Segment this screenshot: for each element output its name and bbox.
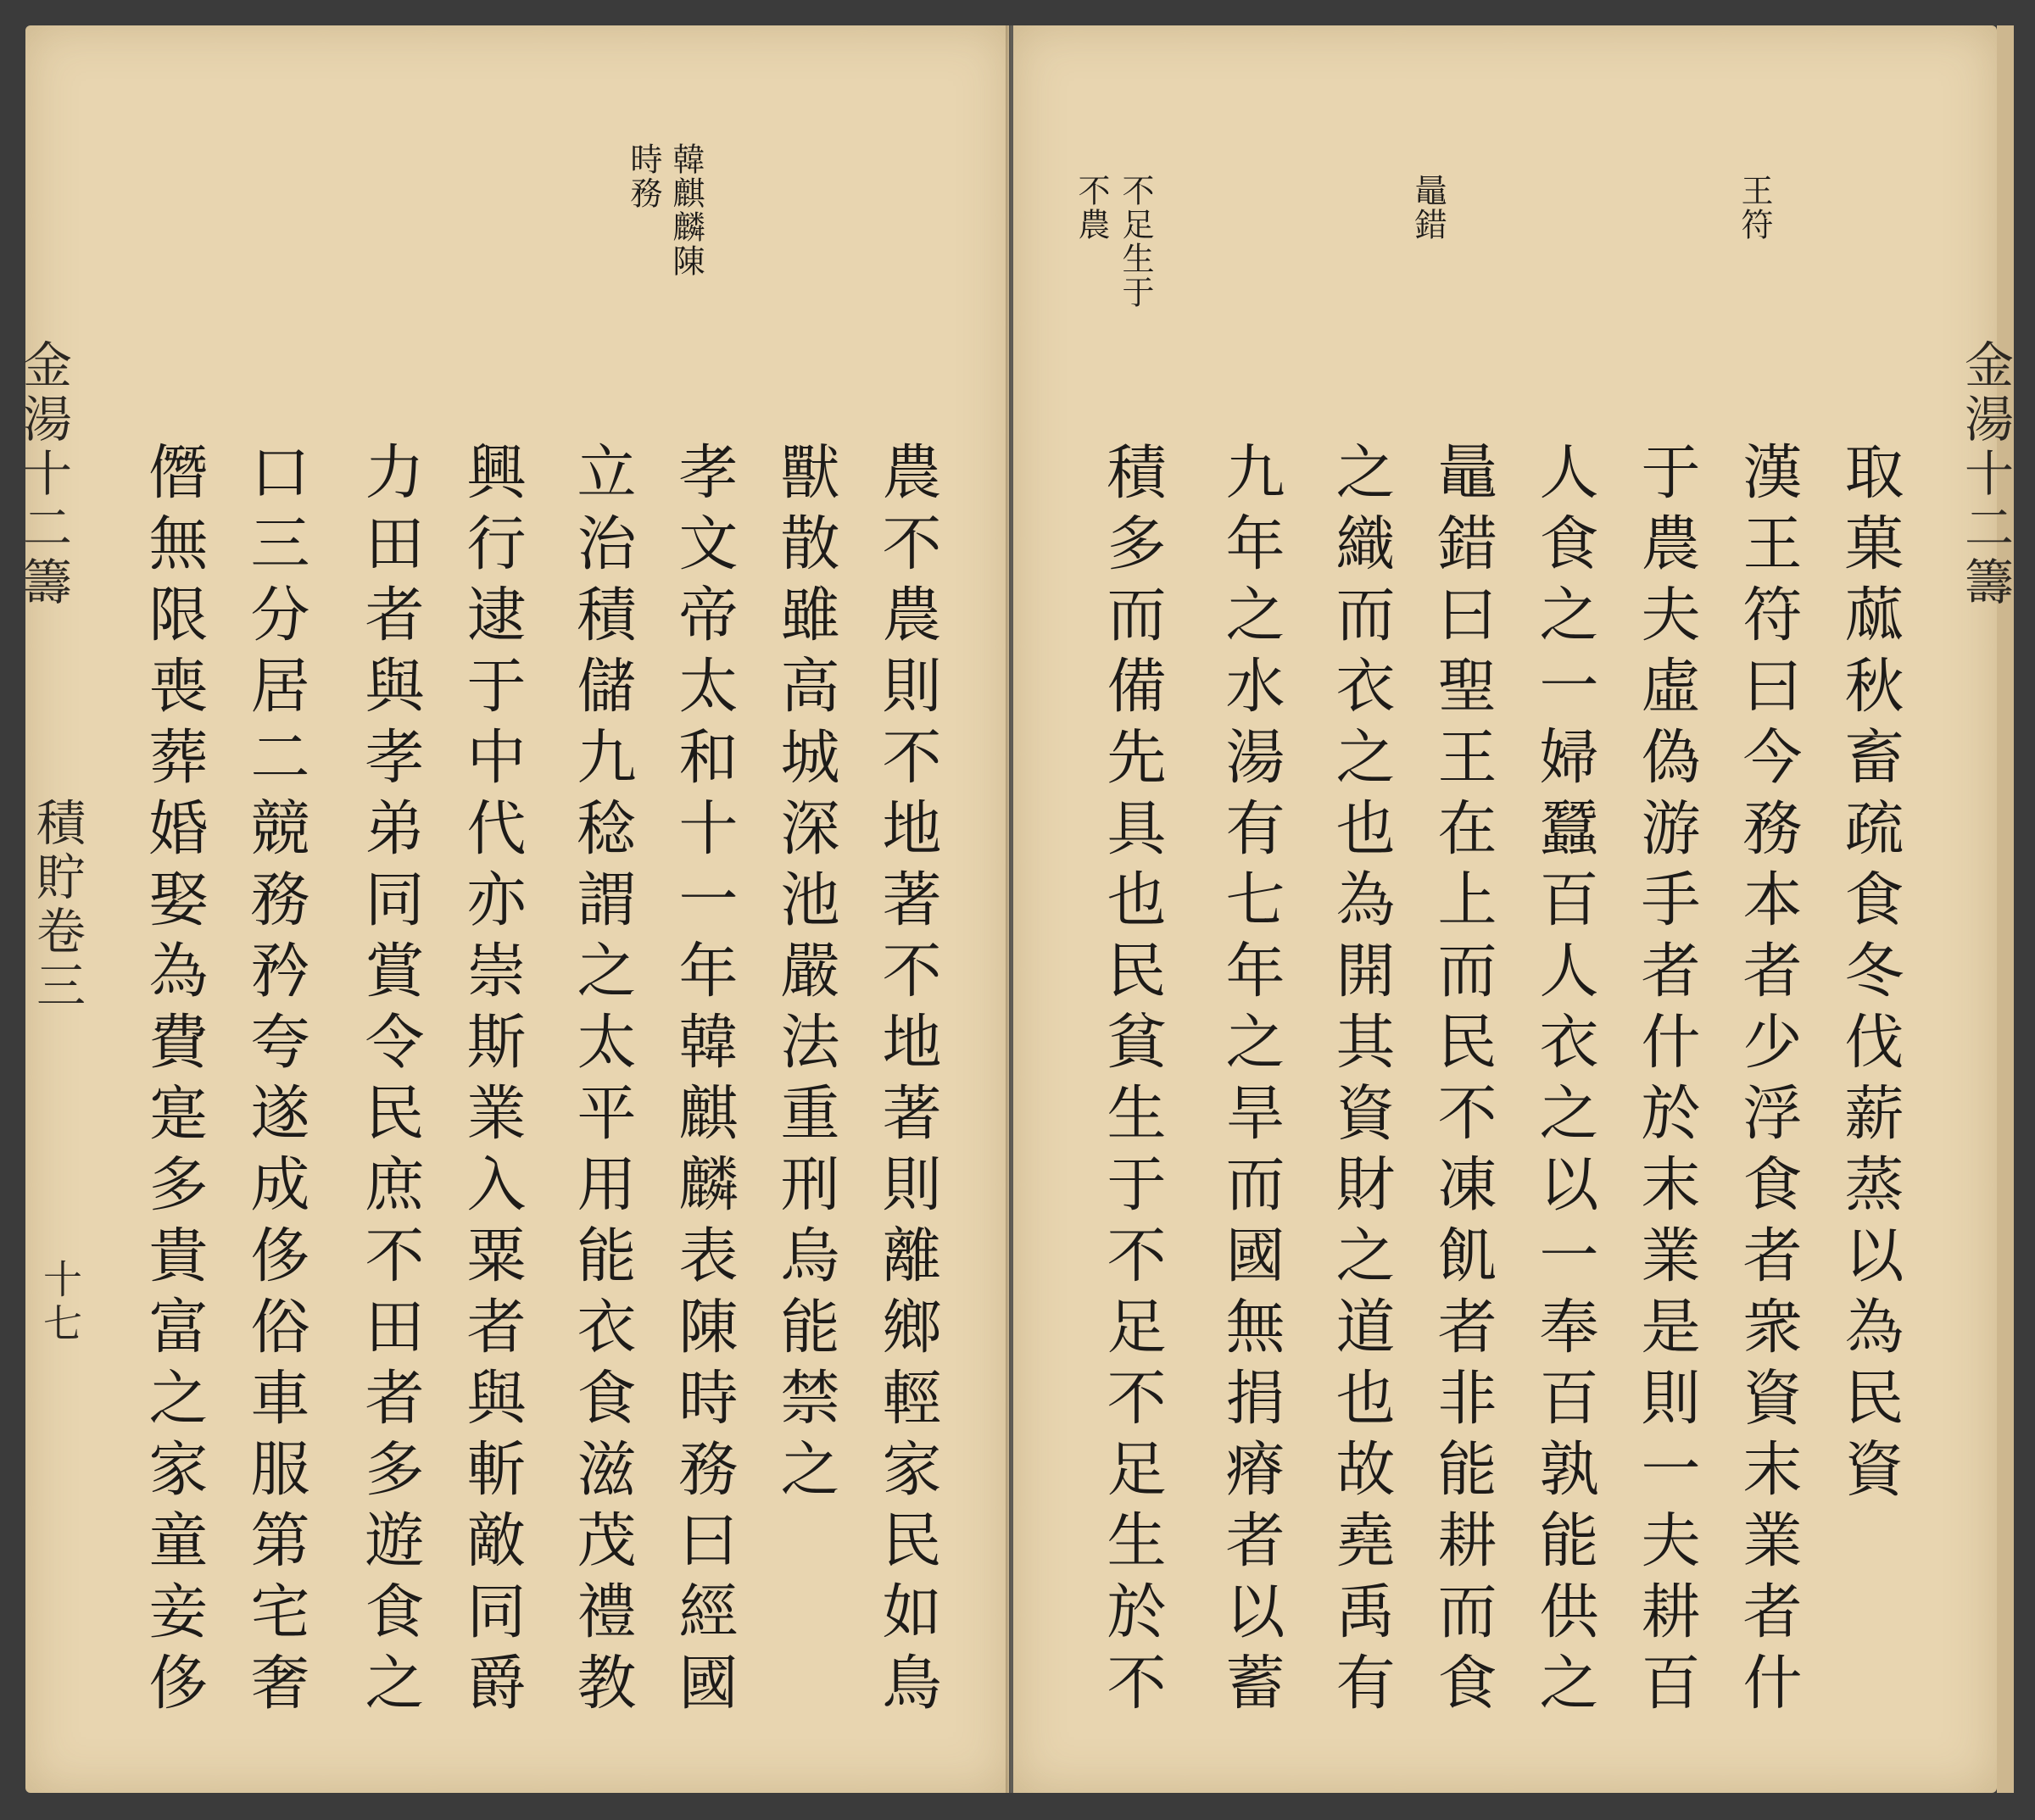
right-margin-title: 金湯十二籌 bbox=[1956, 339, 2014, 610]
right-text-column: 漢王符曰今務本者少浮食者衆資末業者什 bbox=[1733, 441, 1803, 1723]
right-text-column: 積多而備先具也民貧生于不足不足生於不 bbox=[1097, 441, 1167, 1723]
right-text-column: 取菓蓏秋畜疏食冬伐薪蒸以為民資 bbox=[1835, 441, 1904, 1509]
left-text-column: 孝文帝太和十一年韓麒麟表陳時務曰經國 bbox=[669, 441, 739, 1723]
right-text-column: 之織而衣之也為開其資財之道也故堯禹有 bbox=[1326, 441, 1396, 1723]
left-text-column: 僭無限喪葬婚娶為費寔多貴富之家童妾侈 bbox=[139, 441, 209, 1723]
right-text-column: 九年之水湯有七年之旱而國無捐瘠者以蓄 bbox=[1216, 441, 1285, 1723]
left-margin-title: 金湯十二籌 bbox=[14, 339, 72, 610]
left-text-column: 力田者與孝弟同賞令民庶不田者多遊食之 bbox=[355, 441, 425, 1723]
left-text-column: 農不農則不地著不地著則離鄉輕家民如鳥 bbox=[873, 441, 942, 1723]
page-edge bbox=[1997, 25, 2014, 1793]
left-text-column: 口三分居二競務矜夸遂成侈俗車服第宅奢 bbox=[241, 441, 310, 1723]
right-note-line-2: 不農 bbox=[1073, 174, 1110, 242]
right-text-column: 鼂錯曰聖王在上而民不凍飢者非能耕而食 bbox=[1428, 441, 1497, 1723]
right-note-line-1: 不足生于 bbox=[1117, 174, 1154, 309]
left-folio-number: 十七 bbox=[37, 1259, 83, 1347]
left-text-column: 興行逮于中代亦崇斯業入粟者與斬敵同爵 bbox=[457, 441, 527, 1723]
left-note-line-2: 時務 bbox=[625, 142, 662, 210]
left-text-column: 立治積儲九稔謂之太平用能衣食滋茂禮教 bbox=[567, 441, 637, 1723]
right-text-column: 于農夫虛偽游手者什於末業是則一夫耕百 bbox=[1631, 441, 1701, 1723]
left-text-column: 獸散雖高城深池嚴法重刑烏能禁之 bbox=[771, 441, 840, 1509]
right-note-wang-fu: 王符 bbox=[1736, 174, 1773, 242]
left-note-line-1: 韓麒麟陳 bbox=[667, 142, 705, 278]
right-note-chao-cuo: 鼂錯 bbox=[1409, 174, 1447, 242]
left-margin-section: 積貯卷三 bbox=[28, 797, 86, 1014]
right-text-column: 人食之一婦蠶百人衣之以一奉百孰能供之 bbox=[1530, 441, 1599, 1723]
